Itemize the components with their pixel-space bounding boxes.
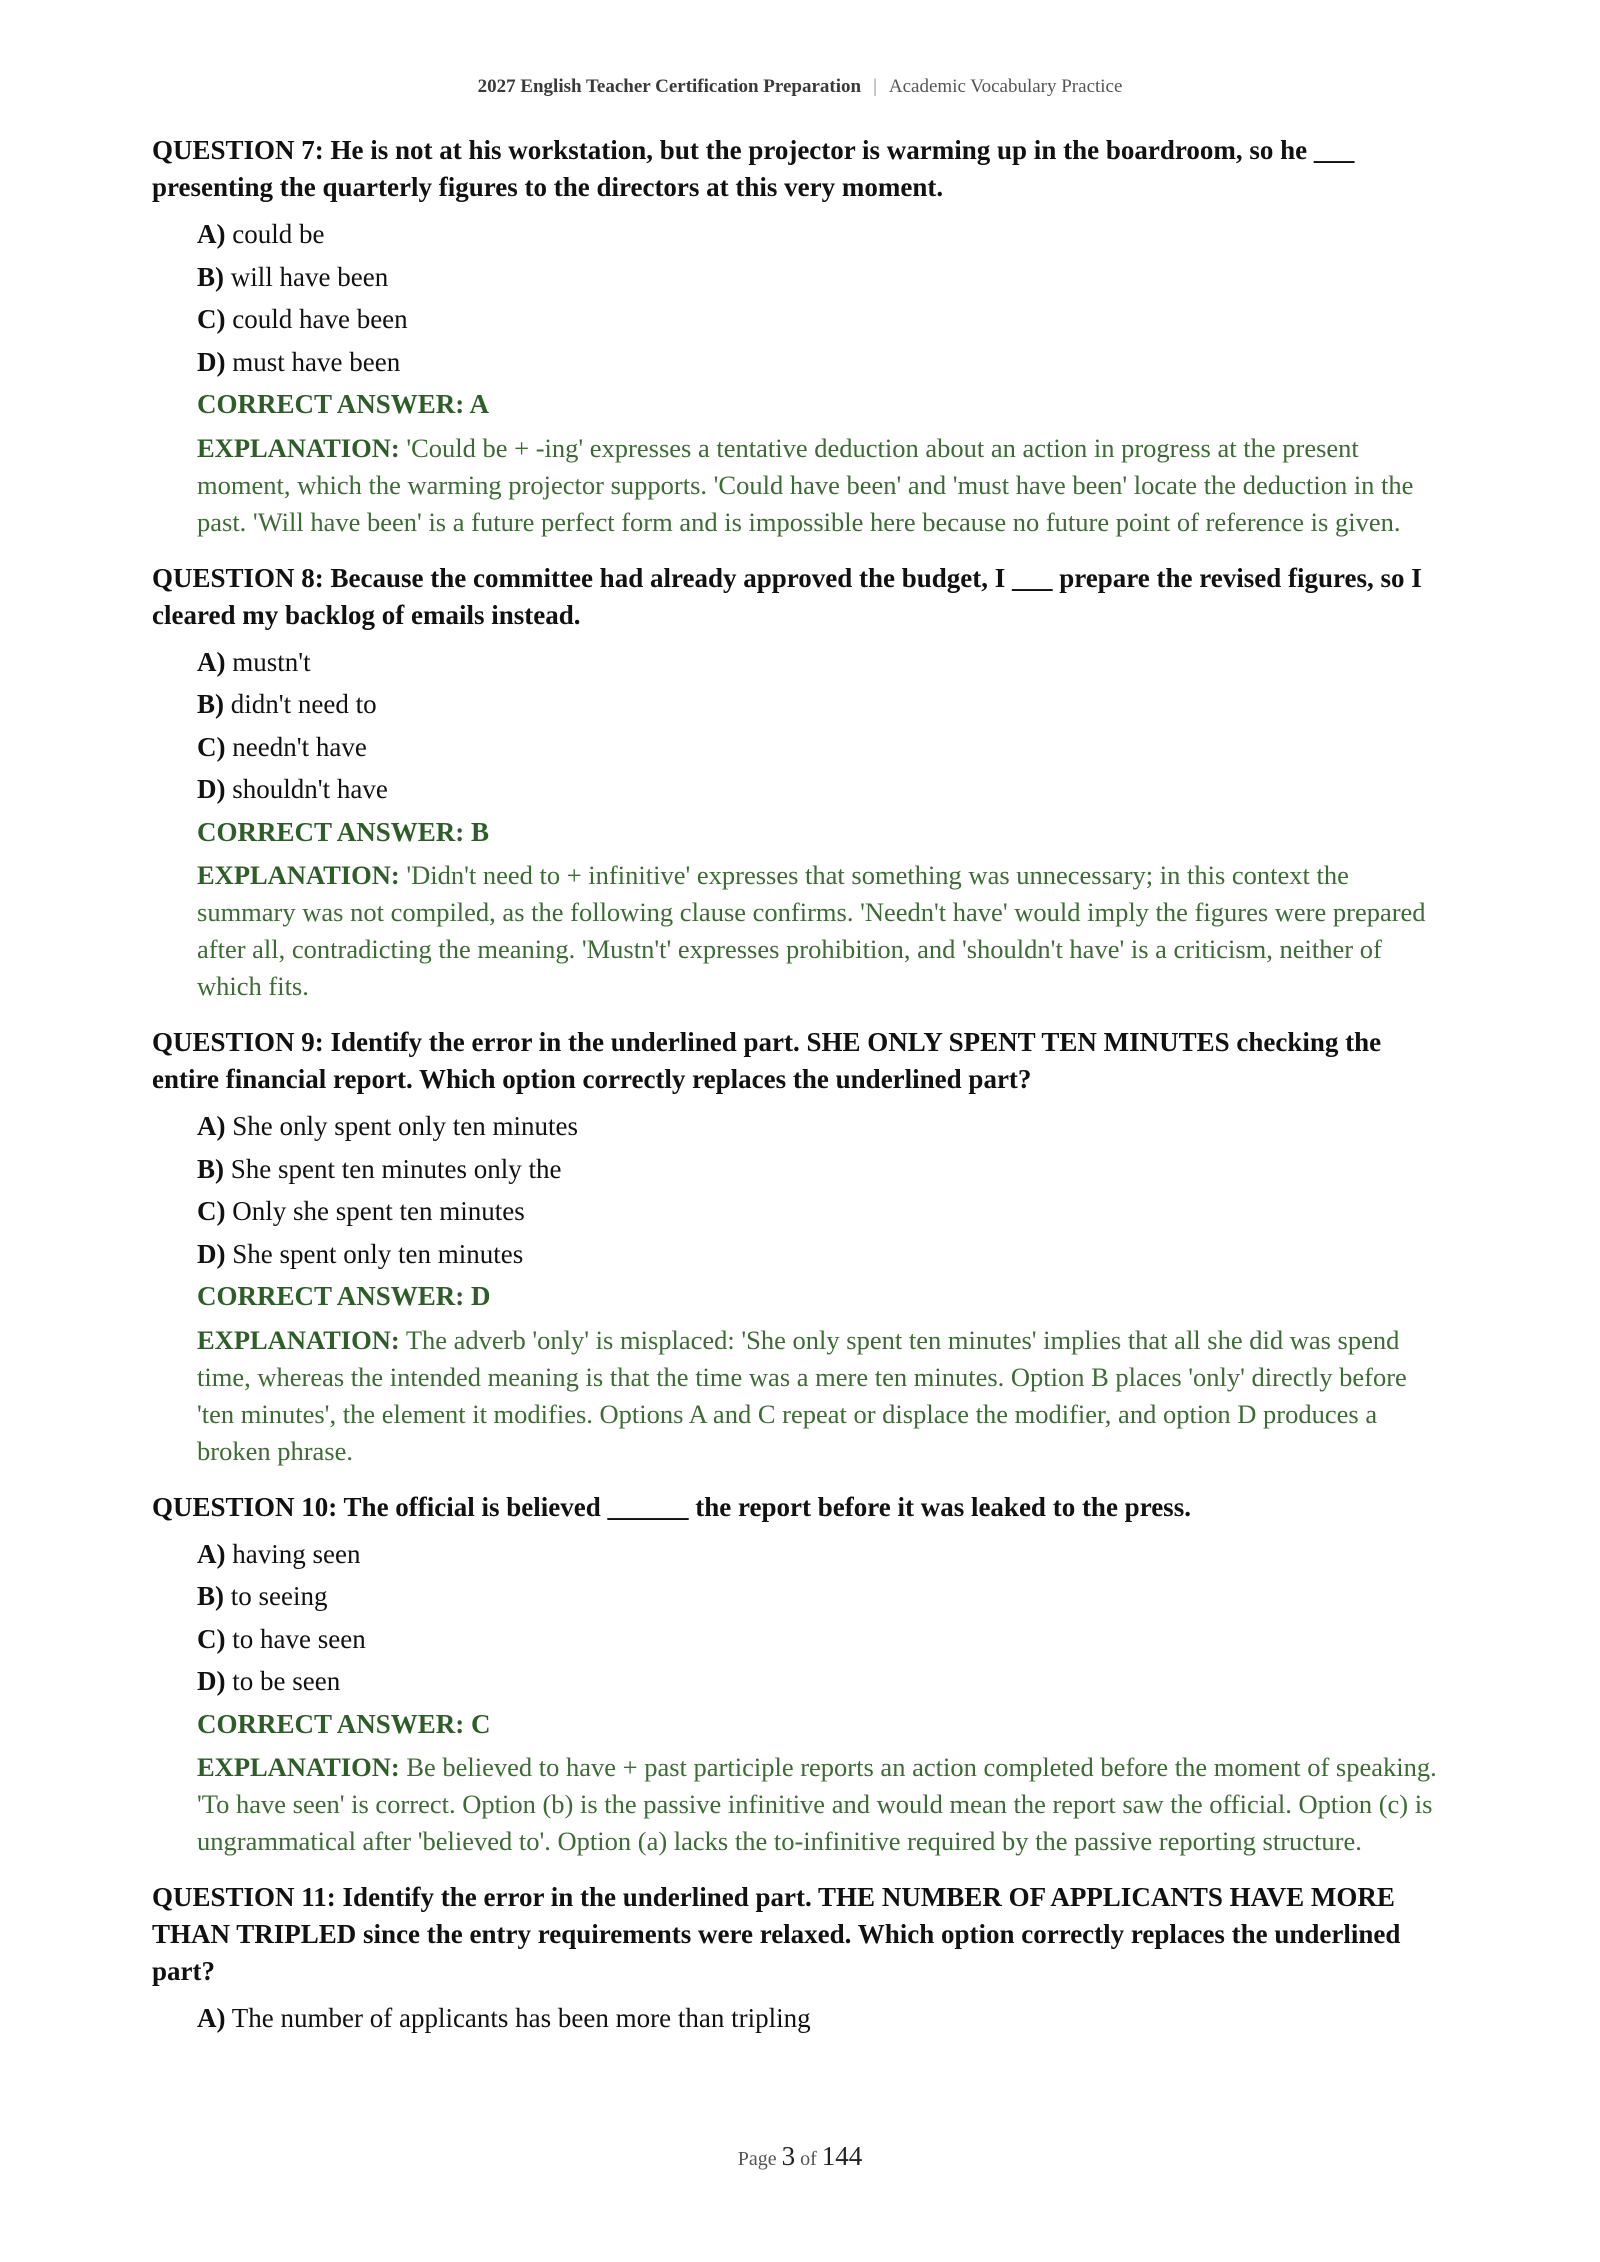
option-letter: A) <box>197 219 226 249</box>
question-7 <box>152 132 1448 541</box>
question-stem: QUESTION 9: Identify the error in the underlined part. SHE ONLY SPENT TEN MINUTES checking the entire financial report. Which option correctly replaces the underlined part? <box>152 1027 1382 1094</box>
correct-answer: CORRECT ANSWER: C <box>197 1708 491 1739</box>
option-letter: B) <box>197 1153 224 1184</box>
option-a <box>197 641 1448 684</box>
option-text: shouldn't have <box>232 774 388 804</box>
option-d <box>197 341 1448 384</box>
header-subtitle: Academic Vocabulary Practice <box>888 76 1123 97</box>
option-text: needn't have <box>232 731 367 762</box>
explanation-label: EXPLANATION: <box>197 860 400 890</box>
option-b <box>197 1575 1448 1618</box>
option-a <box>197 213 1448 256</box>
option-text: She only spent only ten minutes <box>232 1111 578 1141</box>
option-text: will have been <box>230 261 389 292</box>
correct-answer: CORRECT ANSWER: D <box>197 1281 491 1311</box>
page-content <box>152 132 1448 2040</box>
correct-answer: CORRECT ANSWER: A <box>197 389 490 419</box>
explanation <box>197 430 1448 541</box>
total-pages: 144 <box>821 2141 863 2171</box>
explanation-label: EXPLANATION: <box>197 1324 400 1355</box>
option-letter: D) <box>197 774 226 804</box>
option-letter: A) <box>197 2003 226 2033</box>
explanation <box>197 1749 1448 1860</box>
option-b <box>197 256 1448 299</box>
option-text: She spent ten minutes only the <box>230 1153 562 1184</box>
option-letter: D) <box>197 1238 226 1269</box>
option-letter: C) <box>197 1196 226 1226</box>
option-letter: C) <box>197 1623 226 1654</box>
correct-answer: CORRECT ANSWER: B <box>197 816 490 847</box>
option-text: could have been <box>232 304 408 334</box>
option-b <box>197 683 1448 726</box>
option-text: didn't need to <box>230 689 377 719</box>
of-word: of <box>800 2148 817 2170</box>
option-text: must have been <box>232 346 401 377</box>
question-stem: QUESTION 7: He is not at his workstation, but the projector is warming up in the boardroom, so he ___ presenting the quarterly figures to the directors at this very moment. <box>152 135 1355 202</box>
option-letter: B) <box>197 689 224 719</box>
option-text: Only she spent ten minutes <box>232 1196 525 1226</box>
option-d <box>197 1233 1448 1276</box>
explanation-text: 'Could be + -ing' expresses a tentative deduction about an action in progress at the present moment, which the warming projector supports. 'Could have been' and 'must have been' locate the deduction in the past. 'Will have been' is a future perfect form and is impossible here because no future point of reference is given. <box>197 432 1414 537</box>
explanation-label: EXPLANATION: <box>197 1752 400 1782</box>
explanation-text: The adverb 'only' is misplaced: 'She only spent ten minutes' implies that all she did was spend time, whereas the intended meaning is that the time was a mere ten minutes. Option B places 'only' directly before 'ten minutes', the element it modifies. Options A and C repeat or displace the modifier, and option D produces a broken phrase. <box>197 1324 1407 1466</box>
option-letter: C) <box>197 304 226 334</box>
question-10 <box>152 1489 1448 1861</box>
explanation <box>197 1322 1448 1470</box>
page-footer <box>0 2141 1600 2172</box>
explanation-label: EXPLANATION: <box>197 432 400 463</box>
option-a <box>197 1533 1448 1576</box>
option-c <box>197 1190 1448 1233</box>
option-a <box>197 1997 1448 2040</box>
option-text: to be seen <box>232 1666 341 1696</box>
option-b <box>197 1148 1448 1191</box>
option-letter: D) <box>197 346 226 377</box>
question-stem: QUESTION 10: The official is believed ______ the report before it was leaked to the press. <box>152 1491 1191 1522</box>
option-c <box>197 298 1448 341</box>
option-letter: A) <box>197 646 226 677</box>
option-text: to have seen <box>232 1623 366 1654</box>
option-letter: B) <box>197 1581 224 1611</box>
option-text: She spent only ten minutes <box>232 1238 524 1269</box>
explanation-text: 'Didn't need to + infinitive' expresses that something was unnecessary; in this context the summary was not compiled, as the following clause confirms. 'Needn't have' would imply the figures were prepared after all, contradicting the meaning. 'Mustn't' expresses prohibition, and 'shouldn't have' is a criticism, neither of which fits. <box>197 860 1426 1001</box>
page-header <box>0 76 1600 98</box>
option-letter: B) <box>197 261 224 292</box>
option-letter: C) <box>197 731 226 762</box>
explanation <box>197 857 1448 1005</box>
header-title: 2027 English Teacher Certification Preparation <box>477 76 862 97</box>
header-separator: | <box>873 76 877 97</box>
page-word: Page <box>737 2148 777 2170</box>
option-letter: A) <box>197 1538 226 1569</box>
option-a <box>197 1105 1448 1148</box>
option-letter: A) <box>197 1111 226 1141</box>
question-11 <box>152 1879 1448 2040</box>
option-text: The number of applicants has been more than tripling <box>231 2003 811 2033</box>
option-d <box>197 1660 1448 1703</box>
question-9 <box>152 1024 1448 1470</box>
question-8 <box>152 560 1448 1006</box>
question-stem: QUESTION 8: Because the committee had already approved the budget, I ___ prepare the revised figures, so I cleared my backlog of emails instead. <box>152 562 1422 630</box>
option-letter: D) <box>197 1666 226 1696</box>
option-text: mustn't <box>232 646 311 677</box>
option-text: having seen <box>232 1538 361 1569</box>
option-text: to seeing <box>230 1581 328 1611</box>
page-number: 3 <box>781 2141 796 2171</box>
question-stem: QUESTION 11: Identify the error in the underlined part. THE NUMBER OF APPLICANTS HAVE MORE THAN TRIPLED since the entry requirements were relaxed. Which option correctly replaces the underlined part? <box>152 1882 1401 1986</box>
option-text: could be <box>232 219 325 249</box>
option-c <box>197 1618 1448 1661</box>
option-d <box>197 768 1448 811</box>
option-c <box>197 726 1448 769</box>
explanation-text: Be believed to have + past participle reports an action completed before the moment of speaking. 'To have seen' is correct. Option (b) is the passive infinitive and would mean the report saw the official. Option (c) is ungrammatical after 'believed to'. Option (a) lacks the to-infinitive required by the passive reporting structure. <box>197 1752 1437 1856</box>
